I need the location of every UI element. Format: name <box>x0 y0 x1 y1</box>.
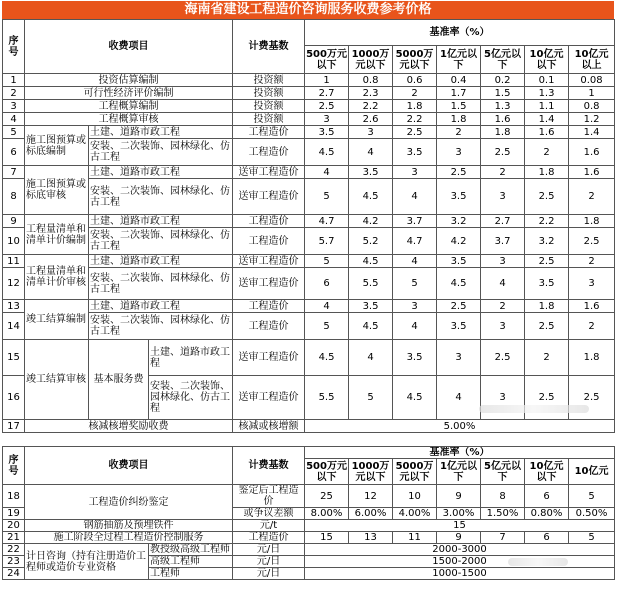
col-tier: 1亿元以下 <box>437 46 481 74</box>
table-cell: 0.8 <box>349 74 393 87</box>
col-tier: 10亿元以下 <box>525 459 569 485</box>
table-cell: 5 <box>569 485 615 508</box>
table-cell: 2 <box>525 139 569 166</box>
col-rate-header: 基准率（%） <box>305 447 615 459</box>
table-cell: 工程造价纠纷鉴定 <box>25 485 233 520</box>
table-cell: 5 <box>349 376 393 420</box>
table-cell: 土建、道路市政工程 <box>89 300 233 313</box>
table-cell: 安装、二次装饰、园林绿化、仿古工程 <box>89 139 233 166</box>
table-cell: 1.6 <box>569 139 615 166</box>
table-cell: 投资额 <box>233 87 305 100</box>
table-cell: 2 <box>393 87 437 100</box>
table-cell: 土建、道路市政工程 <box>149 340 233 376</box>
table-cell: 1.6 <box>481 113 525 126</box>
watermark-blur <box>479 405 589 413</box>
table-cell: 高级工程师 <box>149 556 233 568</box>
col-item-header: 收费项目 <box>25 447 233 485</box>
watermark-blur <box>508 558 568 566</box>
table-row <box>3 520 615 532</box>
table-cell: 3 <box>481 179 525 215</box>
table-cell: 可行性经济评价编制 <box>25 87 233 100</box>
table-cell: 14 <box>3 313 25 340</box>
table-cell: 3 <box>437 340 481 376</box>
table-cell: 工程造价 <box>233 532 305 544</box>
col-tier: 5000万元以下 <box>393 46 437 74</box>
table-row <box>3 255 615 268</box>
table-cell: 施工阶段全过程工程造价控制服务 <box>25 532 233 544</box>
table-cell: 4.2 <box>437 228 481 255</box>
col-tier: 500万元以下 <box>306 460 347 483</box>
table-cell: 4.5 <box>349 255 393 268</box>
table-cell: 3.7 <box>481 228 525 255</box>
table-cell: 送审工程造价 <box>233 340 305 376</box>
table-row <box>3 74 615 87</box>
table-cell: 1.50% <box>481 508 525 520</box>
table-cell: 2.5 <box>305 100 349 113</box>
col-no-header: 序号 <box>3 447 25 485</box>
table-cell: 15 <box>3 340 25 376</box>
table-cell: 1.4 <box>525 113 569 126</box>
table-cell: 1.8 <box>525 166 569 179</box>
table-cell: 1.7 <box>437 87 481 100</box>
table-cell: 1.4 <box>569 126 615 139</box>
table-cell: 2.5 <box>525 313 569 340</box>
table-cell: 2.5 <box>481 139 525 166</box>
table-cell: 1.6 <box>569 166 615 179</box>
table-cell: 钢筋抽筋及预埋铁件 <box>25 520 233 532</box>
table-cell: 送审工程造价 <box>233 166 305 179</box>
table-cell: 17 <box>3 420 25 433</box>
table-cell: 3 <box>349 126 393 139</box>
table-cell: 2.7 <box>305 87 349 100</box>
table-cell: 0.08 <box>569 74 615 87</box>
table-cell: 2.5 <box>437 300 481 313</box>
table-row <box>3 340 615 376</box>
col-basis-header: 计费基数 <box>233 447 305 485</box>
table-cell: 元/t <box>233 520 305 532</box>
table-cell: 8.00% <box>305 508 349 520</box>
table-cell: 送审工程造价 <box>233 255 305 268</box>
table-cell: 4 <box>305 166 349 179</box>
table-cell: 6 <box>305 268 349 300</box>
table-cell: 送审工程造价 <box>233 268 305 300</box>
group-label: 计日咨询（持有注册造价工程师或造价专业资格 <box>25 544 149 580</box>
table-cell: 2 <box>569 179 615 215</box>
table-cell: 24 <box>3 568 25 580</box>
table-cell: 23 <box>3 556 25 568</box>
table-cell: 5 <box>305 313 349 340</box>
table-cell: 11 <box>3 255 25 268</box>
table-cell: 2 <box>569 313 615 340</box>
table-cell: 5 <box>393 268 437 300</box>
table-cell: 2 <box>437 126 481 139</box>
table-row <box>3 420 615 433</box>
table-cell: 工程造价 <box>233 139 305 166</box>
table-cell: 1500-2000 <box>305 556 615 568</box>
table-cell: 10 <box>393 485 437 508</box>
table-cell: 1.3 <box>481 100 525 113</box>
table-cell: 0.50% <box>569 508 615 520</box>
table-cell: 4 <box>393 179 437 215</box>
table-cell: 1.6 <box>525 126 569 139</box>
table-cell: 25 <box>305 485 349 508</box>
table-cell: 安装、二次装饰、园林绿化、仿古工程 <box>89 228 233 255</box>
col-tier: 5000万元以下 <box>393 459 437 485</box>
table-row <box>3 113 615 126</box>
table-cell: 3.5 <box>437 313 481 340</box>
table-cell: 1.8 <box>393 100 437 113</box>
table-cell: 4 <box>3 113 25 126</box>
table-cell: 2 <box>481 300 525 313</box>
table-cell: 1 <box>569 87 615 100</box>
table-cell: 4.5 <box>437 268 481 300</box>
table-cell: 1 <box>305 74 349 87</box>
table-cell: 0.80% <box>525 508 569 520</box>
table-cell: 4.5 <box>393 376 437 420</box>
table-cell: 2.5 <box>437 166 481 179</box>
table-cell: 2.2 <box>393 113 437 126</box>
table-cell: 0.6 <box>393 74 437 87</box>
table-cell: 5 <box>305 255 349 268</box>
table-cell: 工程造价 <box>233 215 305 228</box>
table-cell: 2.5 <box>525 179 569 215</box>
table-cell: 12 <box>3 268 25 300</box>
table-cell: 安装、二次装饰、园林绿化、仿古工程 <box>89 179 233 215</box>
table-cell: 13 <box>3 300 25 313</box>
table-cell: 土建、道路市政工程 <box>89 255 233 268</box>
table-cell: 1.8 <box>569 215 615 228</box>
table-row <box>3 228 615 255</box>
table-cell: 7 <box>3 166 25 179</box>
table-cell: 2.5 <box>569 376 615 420</box>
table-cell: 5 <box>305 179 349 215</box>
table-cell: 土建、道路市政工程 <box>89 166 233 179</box>
table-cell: 5.5 <box>349 268 393 300</box>
table-cell: 2.5 <box>525 255 569 268</box>
table-cell: 投资额 <box>233 74 305 87</box>
table-row <box>3 166 615 179</box>
table-cell: 核减或核增额 <box>233 420 305 433</box>
table-cell: 安装、二次装饰、园林绿化、仿古工程 <box>89 268 233 300</box>
table-cell: 核减核增奖励收费 <box>25 420 233 433</box>
col-tier: 5亿元以下 <box>481 459 525 485</box>
table-cell: 5.00% <box>305 420 615 433</box>
table-cell: 3 <box>305 113 349 126</box>
table-cell: 安装、二次装饰、园林绿化、仿古工程 <box>149 376 233 420</box>
group-label: 工程量清单和清单计价编制 <box>25 215 89 255</box>
table-cell: 3 <box>481 313 525 340</box>
table-cell: 0.4 <box>437 74 481 87</box>
table-cell: 2.5 <box>569 228 615 255</box>
table-cell: 土建、道路市政工程 <box>89 215 233 228</box>
table-cell: 3.5 <box>349 166 393 179</box>
table-row <box>3 215 615 228</box>
table-cell: 6 <box>525 485 569 508</box>
table-cell: 土建、道路市政工程 <box>89 126 233 139</box>
table-cell: 6.00% <box>349 508 393 520</box>
table-cell: 2.5 <box>481 340 525 376</box>
col-tier: 1000万元以下 <box>349 459 393 485</box>
table-row <box>3 100 615 113</box>
table-row <box>3 87 615 100</box>
col-item-header: 收费项目 <box>25 20 233 74</box>
table-cell: 投资额 <box>233 113 305 126</box>
table-cell: 1.2 <box>569 113 615 126</box>
table-cell: 工程造价 <box>233 228 305 255</box>
table-cell: 15 <box>305 532 349 544</box>
table-cell: 7 <box>481 532 525 544</box>
col-tier: 10亿元 <box>569 459 615 485</box>
table-cell: 9 <box>437 485 481 508</box>
table-cell: 3 <box>393 300 437 313</box>
table-cell: 11 <box>393 532 437 544</box>
table-cell: 送审工程造价 <box>233 376 305 420</box>
table-cell: 工程造价 <box>233 313 305 340</box>
page-title: 海南省建设工程造价咨询服务收费参考价格 <box>2 1 614 19</box>
table-cell: 4.5 <box>349 313 393 340</box>
table-cell: 4.7 <box>393 228 437 255</box>
table-cell: 19 <box>3 508 25 520</box>
table-cell: 6 <box>3 139 25 166</box>
table-cell: 2.6 <box>349 113 393 126</box>
table-cell: 1 <box>3 74 25 87</box>
table-cell: 4.5 <box>305 340 349 376</box>
table-cell: 1.5 <box>437 100 481 113</box>
table-cell: 8 <box>481 485 525 508</box>
fee-table-main <box>2 19 615 433</box>
table-cell: 1.8 <box>569 340 615 376</box>
table-row <box>3 532 615 544</box>
table-cell: 13 <box>349 532 393 544</box>
table-cell: 3.2 <box>437 215 481 228</box>
table-cell: 2.3 <box>349 87 393 100</box>
table-cell: 4 <box>393 313 437 340</box>
table-cell: 5.2 <box>349 228 393 255</box>
col-tier: 5亿元以下 <box>481 46 525 74</box>
table-cell: 送审工程造价 <box>233 179 305 215</box>
table-cell: 4.00% <box>393 508 437 520</box>
table-cell: 1.3 <box>525 87 569 100</box>
table-cell: 3.00% <box>437 508 481 520</box>
table-cell: 0.8 <box>569 100 615 113</box>
table-cell: 5 <box>3 126 25 139</box>
col-basis-header: 计费基数 <box>233 20 305 74</box>
table-cell: 3.2 <box>525 228 569 255</box>
table-cell: 5 <box>569 532 615 544</box>
table-cell: 3 <box>481 255 525 268</box>
col-no-header: 序号 <box>3 20 25 74</box>
table-cell: 4.7 <box>305 215 349 228</box>
table-cell: 4.5 <box>349 179 393 215</box>
table-row <box>3 268 615 300</box>
table-row <box>3 313 615 340</box>
table-cell: 4 <box>349 340 393 376</box>
table-cell: 10 <box>3 228 25 255</box>
table-cell: 16 <box>3 376 25 420</box>
col-tier: 10亿元以上 <box>569 46 615 74</box>
table-cell: 投资额 <box>233 100 305 113</box>
table-cell: 3 <box>437 139 481 166</box>
table-cell: 元/日 <box>233 568 305 580</box>
table-cell: 15 <box>305 520 615 532</box>
group-label: 工程量清单和清单计价审核 <box>25 255 89 300</box>
group-label: 竣工结算审核 <box>25 340 89 420</box>
table-cell: 2 <box>569 255 615 268</box>
table-cell: 20 <box>3 520 25 532</box>
table-cell: 2 <box>525 340 569 376</box>
table-cell: 2 <box>3 87 25 100</box>
table-cell: 4 <box>437 376 481 420</box>
table-cell: 2.2 <box>525 215 569 228</box>
table-cell: 2.5 <box>525 376 569 420</box>
table-row <box>3 139 615 166</box>
table-cell: 4 <box>305 300 349 313</box>
table-cell: 1000-1500 <box>305 568 615 580</box>
table-cell: 投资估算编制 <box>25 74 233 87</box>
table-cell: 6 <box>525 532 569 544</box>
table-cell: 元/日 <box>233 544 305 556</box>
table-cell: 工程造价 <box>233 300 305 313</box>
table-row <box>3 485 615 508</box>
table-cell: 元/日 <box>233 556 305 568</box>
table-cell: 5.5 <box>305 376 349 420</box>
table-cell: 3 <box>3 100 25 113</box>
table-cell: 工程概算编制 <box>25 100 233 113</box>
table-cell: 12 <box>349 485 393 508</box>
group-sublabel: 基本服务费 <box>89 340 149 420</box>
table-cell: 3.5 <box>525 268 569 300</box>
col-rate-header: 基准率（%） <box>305 20 615 46</box>
table-cell: 9 <box>437 532 481 544</box>
table-row <box>3 126 615 139</box>
table-cell: 3.5 <box>437 255 481 268</box>
table-cell: 0.1 <box>525 74 569 87</box>
table-cell: 工程概算审核 <box>25 113 233 126</box>
table-cell: 工程造价 <box>233 126 305 139</box>
table-cell: 1.5 <box>481 87 525 100</box>
table-cell: 安装、二次装饰、园林绿化、仿古工程 <box>89 313 233 340</box>
table-cell: 3 <box>393 166 437 179</box>
table-cell: 21 <box>3 532 25 544</box>
table-cell: 3 <box>481 376 525 420</box>
table-cell: 1.6 <box>569 300 615 313</box>
table-cell: 鉴定后工程造价 <box>233 485 305 508</box>
table-cell: 0.2 <box>481 74 525 87</box>
table-cell: 4 <box>481 268 525 300</box>
table-cell: 1.8 <box>525 300 569 313</box>
group-label: 施工图预算或标底编制 <box>25 126 89 166</box>
group-label: 竣工结算编制 <box>25 300 89 340</box>
col-tier: 10亿元以下 <box>525 46 569 74</box>
col-tier: 1000万元以下 <box>349 46 393 74</box>
table-cell: 3.7 <box>393 215 437 228</box>
col-tier: 500万元以下 <box>305 46 349 74</box>
table-cell: 4.5 <box>305 139 349 166</box>
table-cell: 3 <box>569 268 615 300</box>
table-cell: 或争议差额 <box>233 508 305 520</box>
table-cell: 2.2 <box>349 100 393 113</box>
table-cell: 工程师 <box>149 568 233 580</box>
table-row <box>3 544 615 556</box>
col-tier: 1亿元以下 <box>437 459 481 485</box>
table-cell: 3.5 <box>393 340 437 376</box>
table-cell: 22 <box>3 544 25 556</box>
table-cell: 1.8 <box>481 126 525 139</box>
table-row <box>3 179 615 215</box>
table-cell: 2000-3000 <box>305 544 615 556</box>
table-cell: 1.1 <box>525 100 569 113</box>
table-cell: 4.2 <box>349 215 393 228</box>
table-cell: 3.5 <box>393 139 437 166</box>
table-cell: 3.5 <box>437 179 481 215</box>
table-cell: 2 <box>481 166 525 179</box>
table-cell: 3.5 <box>305 126 349 139</box>
table-cell: 4 <box>349 139 393 166</box>
table-cell: 9 <box>3 215 25 228</box>
table-cell: 8 <box>3 179 25 215</box>
table-cell: 18 <box>3 485 25 508</box>
table-row <box>3 300 615 313</box>
table-cell: 3.5 <box>349 300 393 313</box>
table-cell: 5.7 <box>305 228 349 255</box>
table-cell: 1.8 <box>437 113 481 126</box>
table-cell: 4 <box>393 255 437 268</box>
table-cell: 2.7 <box>481 215 525 228</box>
table-cell: 2.5 <box>393 126 437 139</box>
table-cell: 教授级高级工程师 <box>149 544 233 556</box>
group-label: 施工图预算或标底审核 <box>25 166 89 215</box>
